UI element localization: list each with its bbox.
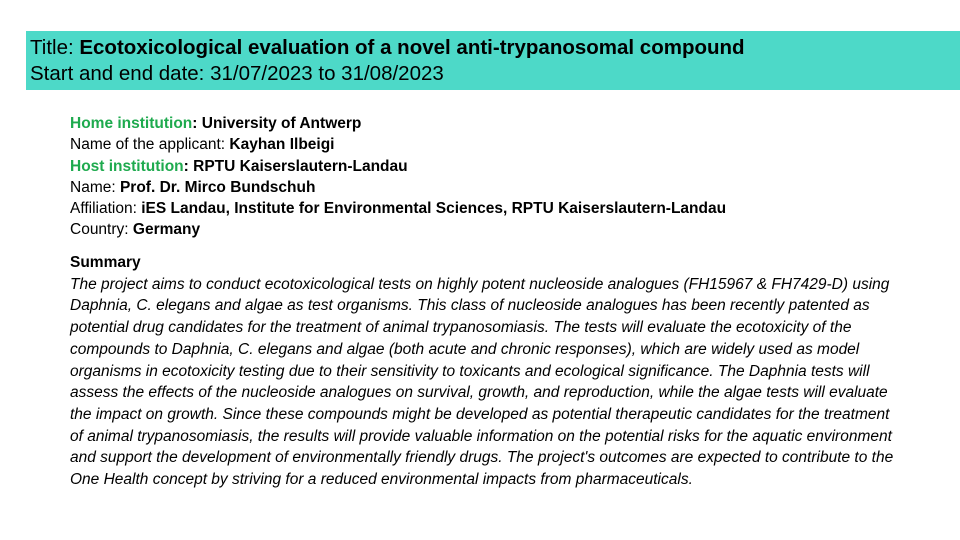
home-institution-value: University of Antwerp [201,115,362,132]
institution-details [70,113,930,241]
dates-label: Start and end date: [30,62,211,85]
host-name-value: Prof. Dr. Mirco Bundschuh [119,178,316,196]
country-row [70,219,930,240]
summary-heading: Summary [70,254,141,271]
host-name-label: Name: [70,178,120,196]
host-name-row [70,177,930,198]
affiliation-label: Affiliation: [70,200,142,218]
project-dates: 31/07/2023 to 31/08/2023 [210,62,444,85]
home-institution-label: Home institution [70,115,193,132]
country-value: Germany [132,221,201,239]
host-institution-label: Host institution [70,157,184,175]
title-label: Title: [30,36,80,59]
project-title: Ecotoxicological evaluation of a novel anti-trypanosomal compound [79,36,745,59]
host-institution-value: RPTU Kaiserslautern-Landau [193,157,408,175]
title-line [30,35,960,61]
home-institution-row: Home institution: University of Antwerp [70,115,362,132]
summary-section [70,252,900,491]
applicant-row [70,134,930,155]
affiliation-value: iES Landau, Institute for Environmental Sciences, RPTU Kaiserslautern-Landau [141,200,727,218]
summary-text: The project aims to conduct ecotoxicological tests on highly potent nucleoside analogues (FH15967 & FH7429-D) using Daphnia, C. elegans and algae as test organisms. This class of nucleoside analogues has been recently patented as potential drug candidates for the treatment of animal trypanosomiasis. The tests will evaluate the ecotoxicity of the compounds to Daphnia, C. elegans and algae (both acute and chronic responses), which are widely used as model organisms in ecotoxicity testing due to their sensitivity to toxicants and ecological significance. The Daphnia tests will assess the effects of the nucleoside analogues on survival, growth, and reproduction, while the algae tests will evaluate the impact on growth. Since these compounds might be developed as potential therapeutic candidates for the treatment of animal trypanosomiasis, the results will provide valuable information on the potential risks for the aquatic environment and support the development of environmentally friendly drugs. The project's outcomes are expected to contribute to the One Health concept by striving for a reduced environmental impacts from pharmaceuticals. [70,275,894,489]
applicant-label: Name of the applicant: [70,136,230,154]
dates-line [30,61,960,87]
applicant-value: Kayhan Ilbeigi [229,136,335,154]
title-banner [26,31,960,90]
affiliation-row [70,198,930,219]
country-label: Country: [70,221,133,239]
host-institution-row: Host institution: RPTU Kaiserslautern-Landau [70,157,408,175]
